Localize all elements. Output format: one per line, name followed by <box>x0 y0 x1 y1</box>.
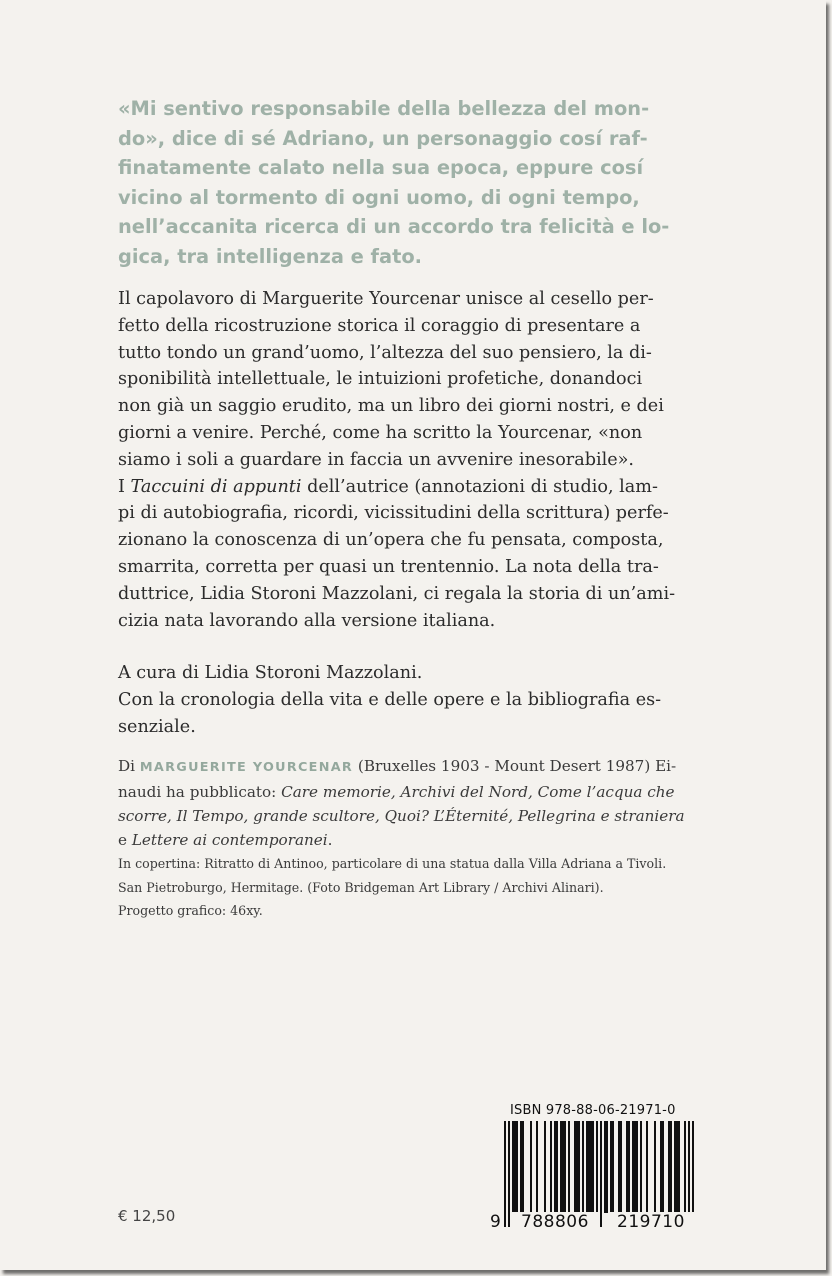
curatela-line: Con la cronologia della vita e delle opere e la bibliografia es- <box>118 690 662 711</box>
barcode-bar <box>600 1121 602 1227</box>
barcode-bar <box>654 1121 656 1213</box>
barcode-bar <box>536 1121 538 1213</box>
barcode-bar <box>604 1121 606 1213</box>
lead-line: «Mi sentivo responsabile della bellezza del mon- <box>118 97 650 120</box>
credits-line: In copertina: Ritratto di Antinoo, particolare di una statua dalla Villa Adriana a Tivoli. <box>118 856 667 871</box>
barcode-bar <box>504 1121 506 1227</box>
taccuini-rest: dell’autrice (annotazioni di studio, lam- <box>301 476 658 497</box>
lead-line: finatamente calato nella sua epoca, eppure cosí <box>118 156 644 180</box>
barcode-bar <box>626 1121 628 1213</box>
barcode-bar <box>634 1121 636 1213</box>
lead-quote <box>118 94 708 272</box>
blurb-body <box>118 286 708 741</box>
barcode-bar <box>562 1121 564 1213</box>
barcode-bar <box>662 1121 664 1213</box>
barcode-bar <box>530 1121 532 1213</box>
author-text: naudi ha pubblicato: <box>118 783 282 801</box>
barcode-bar <box>588 1121 590 1213</box>
barcode-bar <box>606 1121 608 1213</box>
body-line: zionano la conoscenza di un’opera che fu pensata, composta, <box>118 530 664 551</box>
taccuini-prefix: I <box>118 476 131 497</box>
barcode-bar <box>560 1121 562 1213</box>
barcode-bar <box>670 1121 672 1213</box>
lead-line: do», dice di sé Adriano, un personaggio cosí raf- <box>118 126 648 150</box>
barcode-bar <box>590 1121 592 1213</box>
barcode-bar <box>620 1121 622 1213</box>
barcode-bar <box>674 1121 676 1213</box>
barcode-bar <box>568 1121 570 1213</box>
barcode-bar <box>522 1121 524 1213</box>
body-line: duttrice, Lidia Storoni Mazzolani, ci regala la storia di un’ami- <box>118 583 676 604</box>
barcode-bar <box>592 1121 594 1213</box>
body-line: siamo i soli a guardare in faccia un avvenire inesorabile». <box>118 449 634 470</box>
author-prefix: Di <box>118 757 140 775</box>
barcode-bar <box>628 1121 630 1213</box>
lead-line: vicino al tormento di ogni uomo, di ogni tempo, <box>118 185 640 209</box>
body-line: tutto tondo un grand’uomo, l’altezza del suo pensiero, la di- <box>118 342 652 363</box>
lead-line: nell’accanita ricerca di un accordo tra felicità e lo- <box>118 215 670 239</box>
author-dates: (Bruxelles 1903 - Mount Desert 1987) Ei- <box>353 757 677 775</box>
barcode-bar <box>520 1121 522 1213</box>
author-text: . <box>327 831 333 849</box>
body-line: sponibilità intellettuale, le intuizioni profetiche, donandoci <box>118 369 643 390</box>
barcode-bar <box>612 1121 614 1213</box>
barcode-bar <box>556 1121 558 1213</box>
body-line: fetto della ricostruzione storica il coraggio di presentare a <box>118 315 641 336</box>
barcode-bar <box>610 1121 612 1213</box>
author-name: MARGUERITE YOURCENAR <box>139 760 354 775</box>
body-line: giorni a venire. Perché, come ha scritto la Yourcenar, «non <box>118 422 643 443</box>
credits-line: Progetto grafico: 46xy. <box>118 903 263 919</box>
lead-line: gica, tra intelligenza e fato. <box>118 244 423 268</box>
credits-line: San Pietroburgo, Hermitage. (Foto Bridgeman Art Library / Archivi Alinari). <box>118 879 604 895</box>
author-line <box>118 804 708 828</box>
author-titles: Lettere ai contemporanei <box>131 831 328 849</box>
barcode-bar <box>512 1121 514 1213</box>
barcode-bar <box>564 1121 566 1213</box>
curatela-line: senziale. <box>118 716 196 737</box>
taccuini-line <box>118 474 708 501</box>
barcode-bar <box>632 1121 634 1213</box>
barcode-bar <box>576 1121 578 1213</box>
barcode-bar <box>516 1121 518 1213</box>
isbn-label: ISBN 978-88-06-21971-0 <box>510 1103 676 1118</box>
cover-credits <box>118 852 708 923</box>
barcode-bar <box>636 1121 638 1213</box>
barcode-bar <box>574 1121 576 1213</box>
barcode-bar <box>678 1121 680 1213</box>
author-line <box>118 754 708 780</box>
barcode-bar <box>550 1121 552 1213</box>
author-titles: Care memorie, Archivi del Nord, Come l’acqua che <box>281 783 675 801</box>
barcode-bar <box>586 1121 588 1213</box>
body-line: smarrita, corretta per quasi un trentennio. La nota della tra- <box>118 556 659 577</box>
body-line: Il capolavoro di Marguerite Yourcenar unisce al cesello per- <box>118 289 654 309</box>
author-line <box>118 780 708 804</box>
barcode-bar <box>676 1121 678 1213</box>
barcode-left-digits: 788806 <box>512 1212 598 1232</box>
barcode-bar <box>514 1121 516 1213</box>
barcode-bar <box>646 1121 648 1213</box>
curatela-line: A cura di Lidia Storoni Mazzolani. <box>118 663 423 684</box>
barcode-bar <box>684 1121 686 1213</box>
barcode-bar <box>544 1121 546 1213</box>
barcode-bar <box>554 1121 556 1213</box>
body-line: non già un saggio erudito, ma un libro dei giorni nostri, e dei <box>118 396 664 417</box>
barcode-lead-digit: 9 <box>490 1212 502 1232</box>
price: € 12,50 <box>118 1207 176 1225</box>
taccuini-title: Taccuini di appunti <box>130 476 302 497</box>
author-text: e <box>118 831 132 849</box>
barcode-bar <box>640 1121 642 1213</box>
barcode-bar <box>582 1121 584 1213</box>
author-titles: scorre, Il Tempo, grande scultore, Quoi? L’Éternité, Pellegrina e straniera <box>118 807 685 825</box>
barcode-bar <box>618 1121 620 1213</box>
body-line: pi di autobiografia, ricordi, vicissitudini della scrittura) perfe- <box>118 503 669 524</box>
barcode-right-digits: 219710 <box>608 1212 694 1232</box>
barcode-bar <box>508 1121 510 1227</box>
barcode-bar <box>668 1121 670 1213</box>
body-line: cizia nata lavorando alla versione italiana. <box>118 610 496 631</box>
barcode-bar <box>660 1121 662 1213</box>
barcode-bar <box>578 1121 580 1213</box>
author-line <box>118 828 708 852</box>
author-bio <box>118 754 708 852</box>
